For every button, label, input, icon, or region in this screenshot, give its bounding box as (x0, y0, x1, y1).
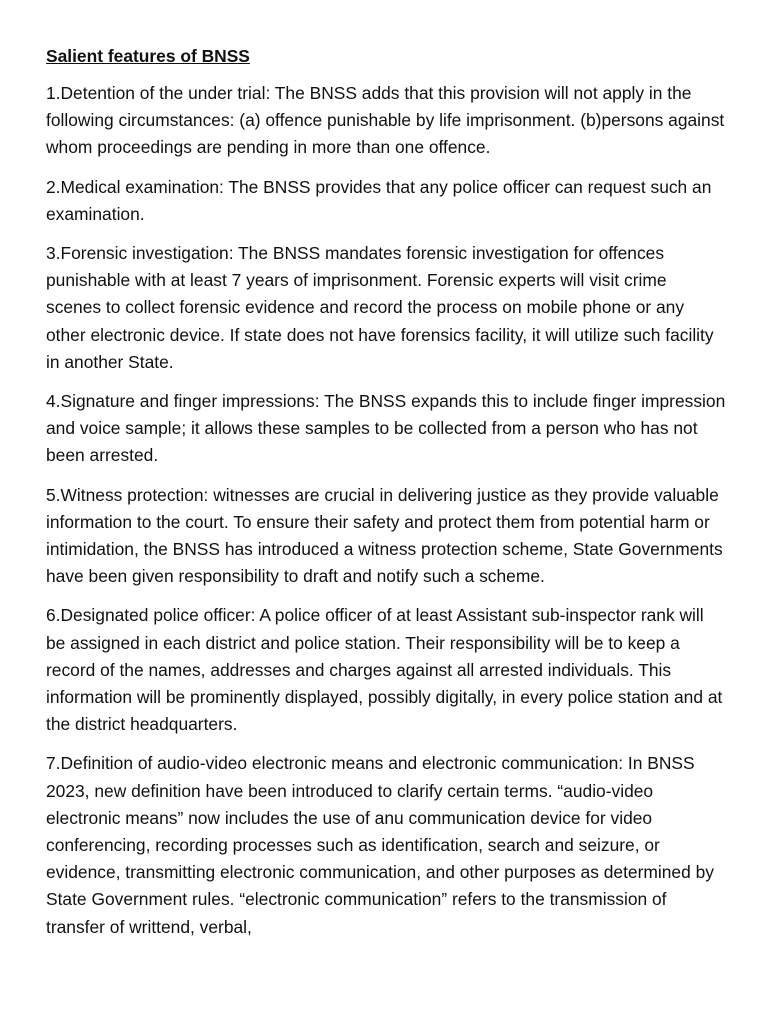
paragraph-witness-protection: 5.Witness protection: witnesses are crucial in delivering justice as they provide valuable information to the court. To ensure their safety and protect them from potential harm or intimidation, the BNSS has introduced a witness protection scheme, State Governments have been given responsibility to draft and notify such a scheme. (46, 484, 723, 587)
paragraph-audio-video-definition: 7.Definition of audio-video electronic means and electronic communication: In BNSS 2023, new definition have been introduced to clarify certain terms. “audio-video electronic means” now includes the use of anu communication device for video conferencing, recording processes such as identification, search and seizure, or evidence, transmitting electronic communication, and other purposes as determined by State Government rules. “electronic communication” refers to the transmission of transfer of writtend, verbal, (46, 753, 714, 937)
paragraph-signature-finger-impressions: 4.Signature and finger impressions: The BNSS expands this to include finger impression and voice sample; it allows these samples to be collected from a person who has not been arrested. (46, 391, 726, 466)
paragraph-forensic-investigation: 3.Forensic investigation: The BNSS mandates forensic investigation for offences punishable with at least 7 years of imprisonment. Forensic experts will visit crime scenes to collect forensic evidence and record the process on mobile phone or any other electronic device. If state does not have forensics facility, it will utilize such facility in another State. (46, 243, 714, 372)
document-title: Salient features of BNSS (46, 46, 250, 66)
document-page (46, 44, 726, 953)
paragraph-medical-examination: 2.Medical examination: The BNSS provides that any police officer can request such an examination. (46, 176, 712, 224)
paragraph-detention: 1.Detention of the under trial: The BNSS adds that this provision will not apply in the following circumstances: (a) offence punishable by life imprisonment. (b)persons against whom proceedings are pending in more than one offence. (46, 83, 725, 158)
paragraph-designated-police-officer: 6.Designated police officer: A police officer of at least Assistant sub-inspector rank will be assigned in each district and police station. Their responsibility will be to keep a record of the names, addresses and charges against all arrested individuals. This information will be prominently displayed, possibly digitally, in every police station and at the district headquarters. (46, 605, 723, 735)
